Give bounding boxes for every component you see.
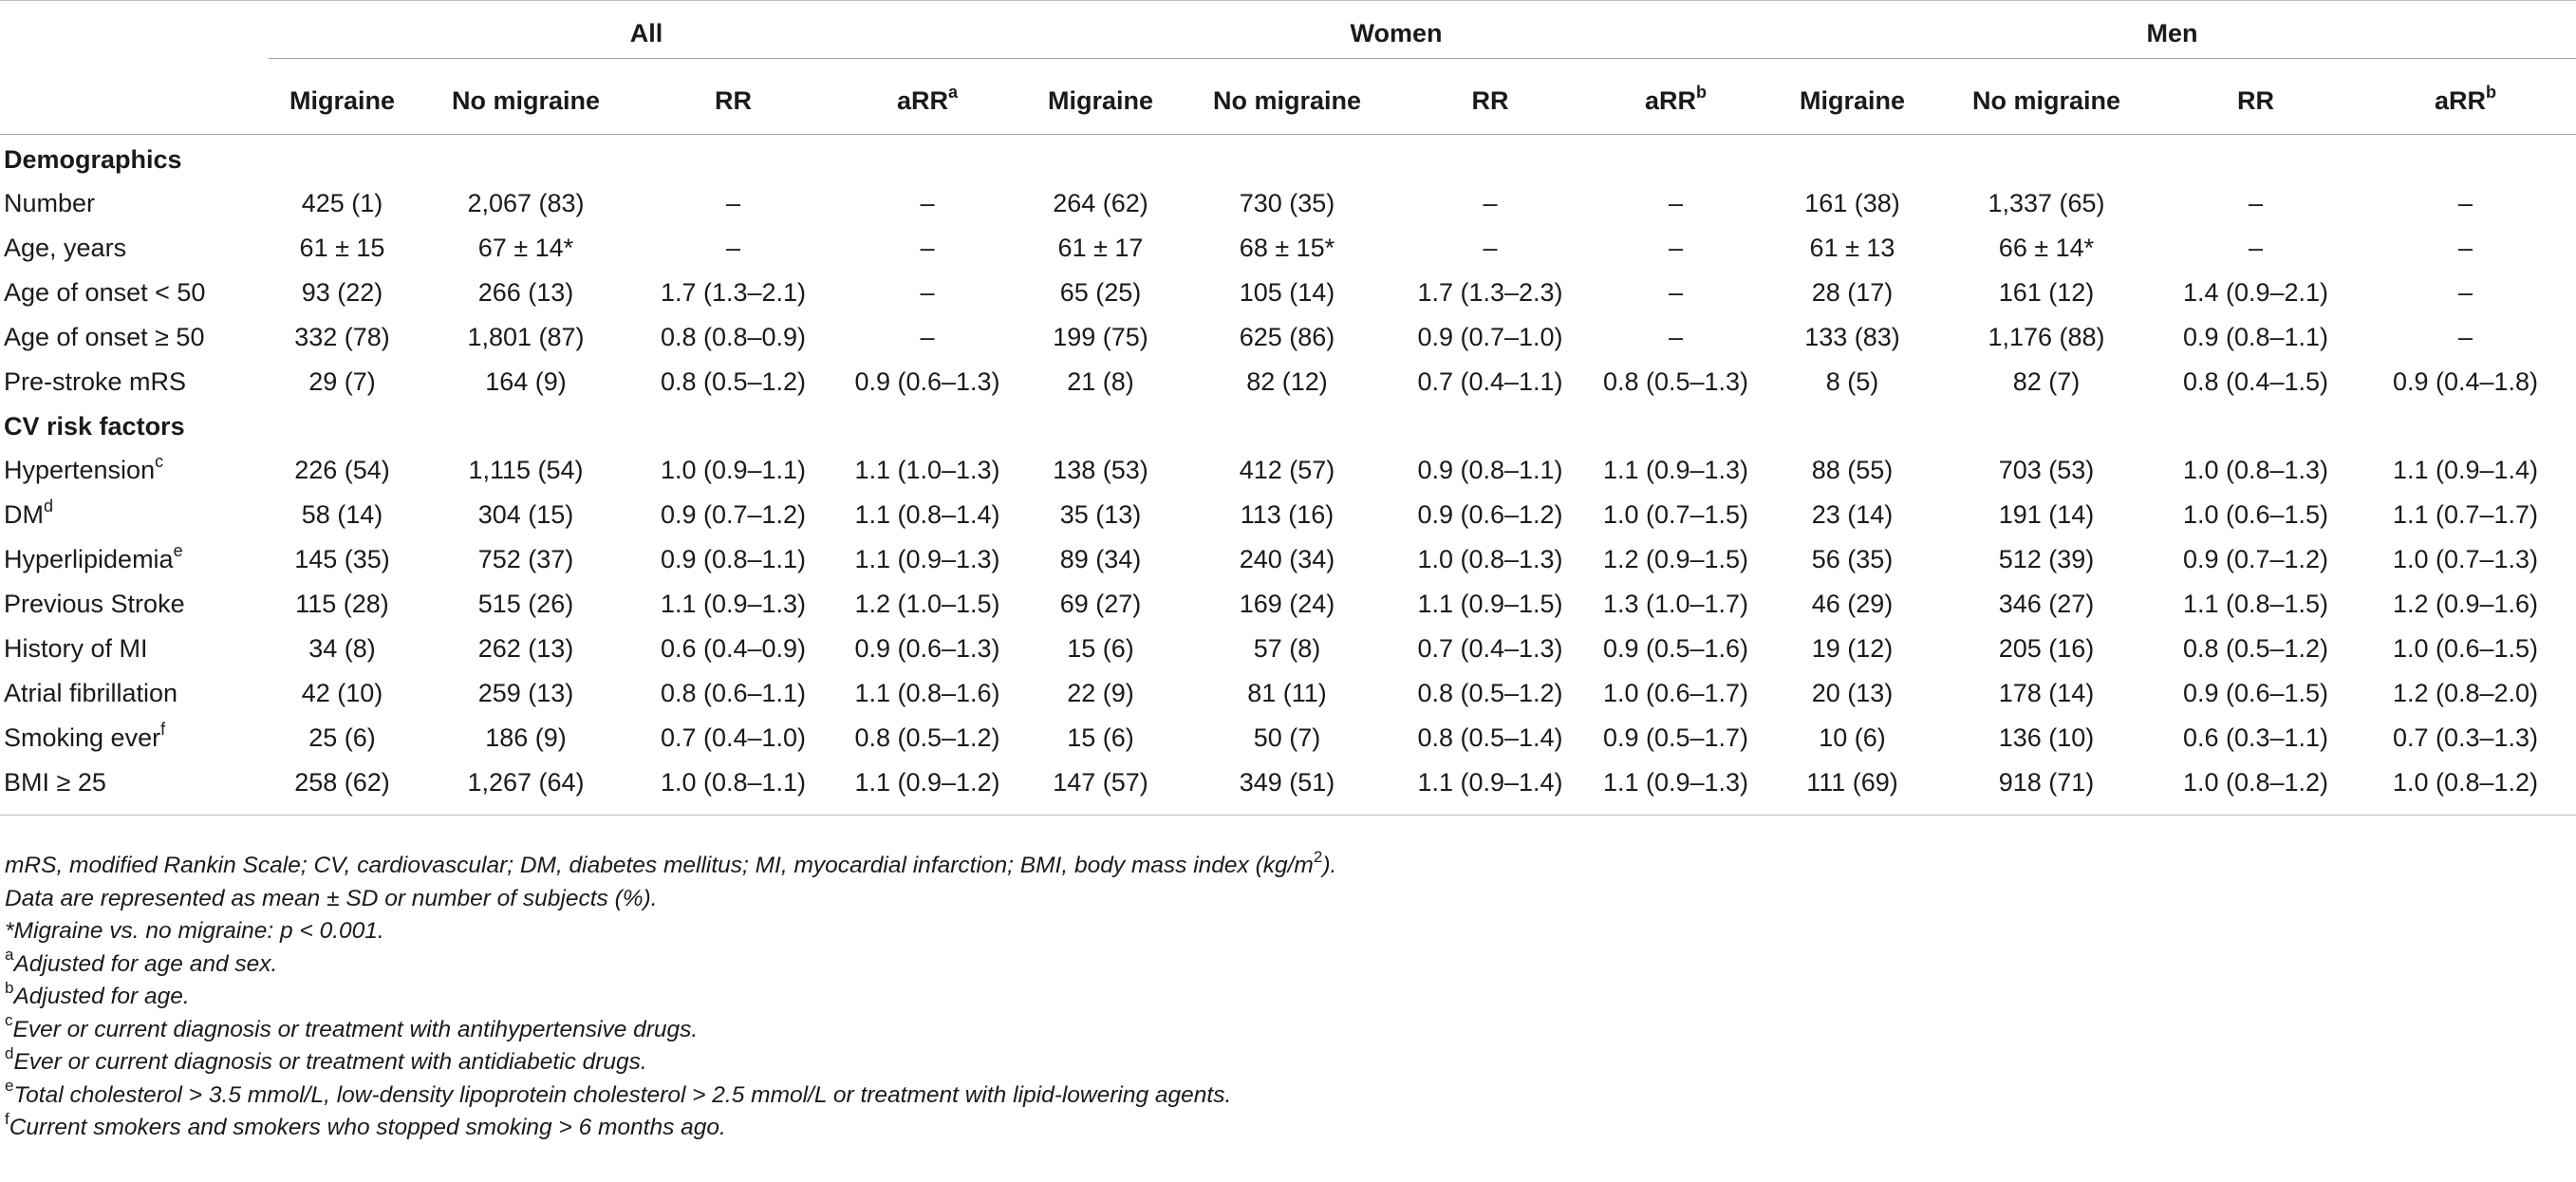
table-cell: 0.6 (0.3–1.1) (2182, 723, 2329, 752)
table-cell: 1.1 (0.9–1.3) (1602, 456, 1749, 484)
footnote-marker: e (5, 1077, 14, 1096)
table-cell: – (1483, 234, 1498, 262)
row-label: Hypertension$^c$ (4, 452, 164, 484)
group-rule-row (0, 59, 2576, 69)
table-cell: 425 (1) (301, 189, 383, 217)
column-header: RR (715, 86, 752, 115)
table-cell: – (2457, 189, 2473, 217)
table-cell: 1.1 (0.9–1.2) (854, 768, 1000, 797)
table-cell: 703 (53) (1998, 456, 2095, 484)
footnote: $^b$Adjusted for age. (5, 978, 190, 1009)
table-cell: 138 (53) (1053, 456, 1148, 484)
table-row (0, 271, 2576, 315)
table-cell: 1.1 (0.9–1.3) (660, 590, 807, 618)
table-cell: 67 ± 14* (477, 234, 574, 262)
table-cell: 0.7 (0.4–1.3) (1417, 634, 1563, 663)
table-cell: 145 (35) (294, 545, 390, 573)
table-cell: 0.9 (0.7–1.2) (660, 500, 807, 529)
table-cell: 61 ± 13 (1809, 234, 1895, 262)
table-cell: 1.1 (0.9–1.4) (1417, 768, 1563, 797)
table-cell: 1.0 (0.8–1.3) (2182, 456, 2329, 484)
table-cell: 191 (14) (1998, 500, 2095, 529)
table-footnotes (5, 847, 1337, 1145)
table-row (0, 716, 2576, 760)
table-cell: 113 (16) (1240, 500, 1335, 529)
table-cell: – (920, 189, 935, 217)
table-cell: 82 (7) (2012, 367, 2081, 396)
column-header: No migraine (1971, 86, 2121, 115)
footnote-marker: b (5, 978, 14, 997)
table-cell: 1.0 (0.6–1.5) (2392, 634, 2539, 663)
group-rule-all (269, 59, 1024, 69)
table-row (0, 448, 2576, 493)
table-cell: 28 (17) (1811, 278, 1894, 307)
table-cell: 349 (51) (1239, 768, 1335, 797)
table-cell: 35 (13) (1059, 500, 1142, 529)
footnote: mRS, modified Rankin Scale; CV, cardiovascular; DM, diabetes mellitus; MI, myocardial infarction; BMI, body mass index $(kg/m^2)$. (5, 847, 1337, 878)
table-cell: 1.0 (0.8–1.2) (2392, 768, 2539, 797)
table-cell: 0.8 (0.5–1.3) (1602, 367, 1749, 396)
column-header: aRR$^a$ (896, 83, 959, 115)
table-cell: 205 (16) (1998, 634, 2095, 663)
table-cell: 0.7 (0.4–1.0) (660, 723, 807, 752)
section-title: CV risk factors (4, 411, 185, 441)
group-header-row (0, 9, 2576, 59)
table-cell: 0.9 (0.6–1.5) (2182, 679, 2329, 707)
row-label: Age, years (4, 234, 127, 262)
table-cell: 23 (14) (1811, 500, 1894, 529)
table-cell: 0.9 (0.7–1.2) (2182, 545, 2329, 573)
table-cell: 65 (25) (1059, 278, 1142, 307)
table-cell: 0.9 (0.6–1.3) (854, 367, 1000, 396)
table-row (0, 582, 2576, 627)
table-cell: 8 (5) (1825, 367, 1879, 396)
table-cell: 56 (35) (1811, 545, 1894, 573)
row-label: Smoking ever$^f$ (4, 720, 166, 752)
table-cell: 57 (8) (1253, 634, 1321, 663)
table-cell: 0.8 (0.5–1.4) (1417, 723, 1563, 752)
table-cell: 46 (29) (1811, 590, 1894, 618)
table-cell: – (1668, 234, 1684, 262)
table-cell: 304 (15) (477, 500, 574, 529)
table-cell: 15 (6) (1067, 634, 1134, 663)
row-label-sup: c (155, 452, 164, 471)
table-cell: 1.1 (0.9–1.4) (2392, 456, 2539, 484)
table-cell: 115 (28) (295, 590, 389, 618)
row-label: Atrial fibrillation (4, 679, 178, 707)
table-cell: 81 (11) (1247, 679, 1327, 707)
table-cell: 186 (9) (485, 723, 567, 752)
table-cell: 1.2 (0.9–1.6) (2392, 590, 2539, 618)
table-cell: – (2248, 189, 2264, 217)
footnote: $^f$Current smokers and smokers who stopped smoking > 6 months ago. (5, 1109, 726, 1140)
table-cell: 66 ± 14* (1998, 234, 2095, 262)
group-header-women: Women (1350, 18, 1443, 47)
table-cell: 1.1 (1.0–1.3) (854, 456, 1000, 484)
table-cell: 20 (13) (1811, 679, 1894, 707)
section-row (0, 138, 2576, 181)
table-cell: – (2457, 278, 2473, 307)
table-cell: 82 (12) (1246, 367, 1328, 396)
table-cell: 226 (54) (294, 456, 390, 484)
section-title: Demographics (4, 144, 182, 174)
column-header: Migraine (1799, 86, 1906, 115)
section-row (0, 404, 2576, 448)
table-cell: 61 ± 17 (1057, 234, 1144, 262)
table-cell: 1.0 (0.9–1.1) (660, 456, 807, 484)
footnote-marker: a (5, 946, 14, 965)
table-cell: 0.9 (0.5–1.6) (1602, 634, 1749, 663)
table-cell: 1,337 (65) (1988, 189, 2105, 217)
table-cell: 2,067 (83) (467, 189, 585, 217)
table-cell: 161 (38) (1804, 189, 1900, 217)
table-cell: 1.0 (0.8–1.3) (1417, 545, 1563, 573)
table-cell: – (2457, 323, 2473, 351)
table-cell: 111 (69) (1806, 768, 1898, 797)
table-cell: 0.7 (0.4–1.1) (1417, 367, 1563, 396)
table-cell: 0.9 (0.7–1.0) (1417, 323, 1563, 351)
table-cell: 69 (27) (1059, 590, 1142, 618)
table-cell: 0.8 (0.8–0.9) (660, 323, 807, 351)
table-cell: 918 (71) (1998, 768, 2095, 797)
table-cell: 164 (9) (485, 367, 567, 396)
table-row (0, 360, 2576, 404)
row-label-sup: f (160, 720, 166, 739)
table-row (0, 627, 2576, 671)
group-header-men: Men (2146, 18, 2198, 47)
table-cell: 0.7 (0.3–1.3) (2392, 723, 2539, 752)
table-body (0, 1, 2576, 824)
table-cell: 0.8 (0.5–1.2) (660, 367, 807, 396)
table-cell: 730 (35) (1239, 189, 1335, 217)
footnote-marker: c (5, 1011, 13, 1030)
footnote-marker: d (5, 1043, 14, 1062)
table-cell: 0.9 (0.6–1.2) (1417, 500, 1563, 529)
row-label: Pre-stroke mRS (4, 367, 187, 396)
table-cell: 0.9 (0.8–1.1) (1417, 456, 1563, 484)
table-cell: 262 (13) (477, 634, 574, 663)
column-header: Migraine (1047, 86, 1154, 115)
table-cell: 1.1 (0.9–1.5) (1417, 590, 1563, 618)
table-cell: 1.0 (0.6–1.7) (1602, 679, 1749, 707)
table-cell: 89 (34) (1059, 545, 1142, 573)
table-cell: 0.9 (0.5–1.7) (1602, 723, 1749, 752)
table-cell: 1.0 (0.7–1.3) (2392, 545, 2539, 573)
table-cell: 752 (37) (477, 545, 574, 573)
footnote: $^d$Ever or current diagnosis or treatment with antidiabetic drugs. (5, 1043, 647, 1075)
column-header-sup: b (2486, 83, 2496, 102)
table-cell: 0.9 (0.4–1.8) (2392, 367, 2539, 396)
table-cell: 133 (83) (1804, 323, 1900, 351)
table-cell: 0.8 (0.6–1.1) (660, 679, 807, 707)
table-cell: – (725, 189, 741, 217)
column-header-sup: a (948, 83, 959, 102)
table-cell: 93 (22) (301, 278, 383, 307)
table-cell: 178 (14) (1998, 679, 2095, 707)
table-cell: 136 (10) (1998, 723, 2095, 752)
row-label: BMI ≥ 25 (4, 768, 106, 797)
table-row (0, 315, 2576, 360)
table-cell: 58 (14) (301, 500, 383, 529)
table-cell: 1.0 (0.6–1.5) (2182, 500, 2329, 529)
footnote-marker: f (5, 1109, 9, 1128)
table-cell: 29 (7) (308, 367, 376, 396)
table-cell: 0.6 (0.4–0.9) (660, 634, 807, 663)
column-header: No migraine (451, 86, 601, 115)
table-cell: 61 ± 15 (299, 234, 385, 262)
group-header-all: All (629, 18, 663, 47)
column-header: No migraine (1212, 86, 1362, 115)
table-cell: 1.1 (0.7–1.7) (2392, 500, 2539, 529)
table-cell: 1.1 (0.9–1.3) (854, 545, 1000, 573)
table-cell: 0.9 (0.6–1.3) (854, 634, 1000, 663)
row-label-sup: e (173, 541, 183, 560)
footnote: *Migraine vs. no migraine: p < 0.001. (5, 918, 384, 944)
table-bottom-rule (0, 816, 2576, 824)
table-cell: 0.8 (0.5–1.2) (1417, 679, 1563, 707)
table-cell: 0.9 (0.8–1.1) (2182, 323, 2329, 351)
column-header: RR (1471, 86, 1509, 115)
table-cell: 68 ± 15* (1239, 234, 1335, 262)
table-cell: 1.2 (0.8–2.0) (2392, 679, 2539, 707)
row-label-sup: d (44, 497, 54, 516)
table-cell: – (2457, 234, 2473, 262)
table-cell: 199 (75) (1053, 323, 1148, 351)
table-row (0, 226, 2576, 271)
table-cell: 169 (24) (1239, 590, 1335, 618)
table-row (0, 537, 2576, 582)
footnote: $^c$Ever or current diagnosis or treatment with antihypertensive drugs. (5, 1011, 699, 1042)
table-cell: 25 (6) (308, 723, 376, 752)
table-cell: 0.8 (0.5–1.2) (2182, 634, 2329, 663)
table-cell: 19 (12) (1811, 634, 1894, 663)
group-rule-women (1024, 59, 1768, 69)
footnote: $^e$Total cholesterol > 3.5 mmol/L, low-density lipoprotein cholesterol > 2.5 mmol/L or treatment with lipid-lowering agents. (5, 1077, 1232, 1108)
column-header: RR (2237, 86, 2274, 115)
row-label: Previous Stroke (4, 590, 185, 618)
table-cell: 1.1 (0.9–1.3) (1602, 768, 1749, 797)
table-cell: 0.8 (0.5–1.2) (854, 723, 1000, 752)
table-row (0, 671, 2576, 716)
column-header-row (0, 68, 2576, 135)
table-cell: 15 (6) (1067, 723, 1134, 752)
table-cell: 259 (13) (477, 679, 574, 707)
table-cell: – (920, 323, 935, 351)
table-cell: 1.7 (1.3–2.3) (1417, 278, 1563, 307)
table-cell: – (1668, 323, 1684, 351)
column-header: aRR$^b$ (1644, 83, 1707, 115)
table-cell: 105 (14) (1239, 278, 1335, 307)
table-cell: 332 (78) (294, 323, 390, 351)
table-cell: 1.0 (0.8–1.2) (2182, 768, 2329, 797)
table-cell: 1.0 (0.8–1.1) (660, 768, 807, 797)
table-cell: 0.9 (0.8–1.1) (660, 545, 807, 573)
table-cell: 266 (13) (477, 278, 574, 307)
table-cell: 34 (8) (308, 634, 376, 663)
table-cell: 1.2 (0.9–1.5) (1602, 545, 1749, 573)
table-cell: – (1668, 278, 1684, 307)
table-cell: – (725, 234, 741, 262)
row-label: Hyperlipidemia$^e$ (4, 541, 183, 573)
row-label: Number (4, 189, 96, 217)
table-cell: 515 (26) (477, 590, 574, 618)
table-cell: 1,176 (88) (1988, 323, 2105, 351)
footnote-sup: 2 (1313, 847, 1323, 866)
table-cell: 412 (57) (1239, 456, 1335, 484)
table-cell: 1.7 (1.3–2.1) (660, 278, 807, 307)
table-cell: 346 (27) (1998, 590, 2095, 618)
table-cell: 1,801 (87) (467, 323, 585, 351)
table-cell: 147 (57) (1053, 768, 1148, 797)
table-cell: 1.2 (1.0–1.5) (854, 590, 1000, 618)
table-row (0, 760, 2576, 805)
footnote: $^a$Adjusted for age and sex. (5, 946, 278, 977)
table-cell: 50 (7) (1253, 723, 1321, 752)
table-cell: 1,115 (54) (468, 456, 584, 484)
footnote: Data are represented as mean ± SD or number of subjects (%). (5, 885, 658, 911)
table-cell: 1.1 (0.8–1.6) (854, 679, 1000, 707)
table-cell: – (1483, 189, 1498, 217)
group-rule-men (1768, 59, 2576, 69)
table-cell: 42 (10) (301, 679, 383, 707)
table-cell: 1.1 (0.8–1.4) (854, 500, 1000, 529)
table-cell: 88 (55) (1811, 456, 1894, 484)
column-header: aRR$^b$ (2434, 83, 2496, 115)
table-cell: 10 (6) (1819, 723, 1886, 752)
row-label: History of MI (4, 634, 148, 663)
table-cell: 21 (8) (1067, 367, 1134, 396)
table-cell: 1.1 (0.8–1.5) (2182, 590, 2329, 618)
table-cell: 1.0 (0.7–1.5) (1602, 500, 1749, 529)
row-label: Age of onset < 50 (4, 278, 206, 307)
table-cell: 264 (62) (1053, 189, 1148, 217)
table-cell: 22 (9) (1067, 679, 1134, 707)
table-cell: – (1668, 189, 1684, 217)
table-cell: – (920, 234, 935, 262)
table-row (0, 181, 2576, 226)
table-cell: 0.8 (0.4–1.5) (2182, 367, 2329, 396)
table-cell: 512 (39) (1998, 545, 2095, 573)
column-header: Migraine (289, 86, 396, 115)
table-cell: 240 (34) (1239, 545, 1335, 573)
table-cell: 1.4 (0.9–2.1) (2182, 278, 2329, 307)
table-cell: 1.3 (1.0–1.7) (1602, 590, 1749, 618)
row-label: Age of onset ≥ 50 (4, 323, 205, 351)
table-cell: – (2248, 234, 2264, 262)
table-cell: 625 (86) (1239, 323, 1335, 351)
column-header-sup: b (1696, 83, 1707, 102)
table-cell: – (920, 278, 935, 307)
table-cell: 258 (62) (294, 768, 390, 797)
row-label: $DM^d$ (4, 497, 54, 529)
table-cell: 1,267 (64) (467, 768, 585, 797)
table-row (0, 493, 2576, 537)
table-cell: 161 (12) (1998, 278, 2095, 307)
